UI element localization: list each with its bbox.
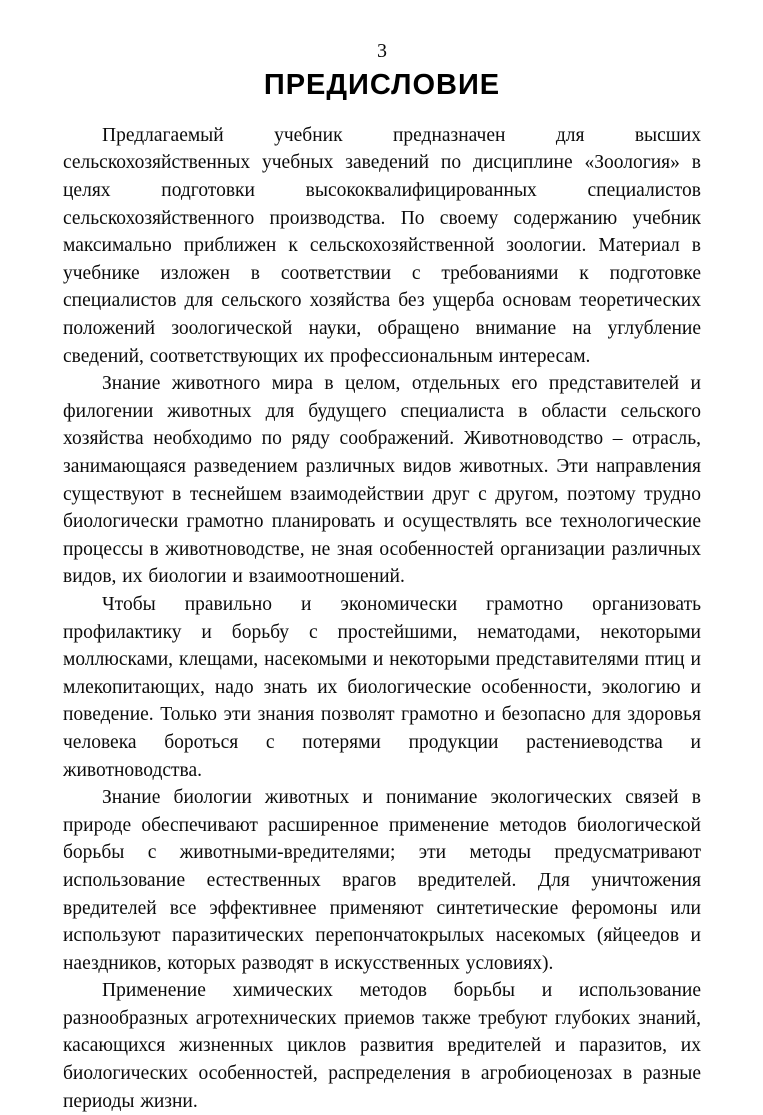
- paragraph-3: Чтобы правильно и экономически грамотно организовать профилактику и борьбу с простейшими, нематодами, некоторыми моллюсками, клещами, насекомыми и некоторыми представителями птиц и млекопитающих, надо знать их биологические особенности, экологию и поведение. Только эти знания позволят грамотно и безопасно для здоровья человека бороться с потерями продукции растениеводства и животноводства.: [63, 593, 701, 781]
- paragraph-4: Знание биологии животных и понимание экологических связей в природе обеспечивают расширенное применение методов биологической борьбы с животными-вредителями; эти методы предусматривают использование естественных врагов вредителей. Для уничтожения вредителей все эффективнее применяют синтетические феромоны или используют паразитических перепончатокрылых насекомых (яйцеедов и наездников, которых разводят в искусственных условиях).: [63, 787, 701, 974]
- body-text: [63, 122, 701, 1115]
- page-title: ПРЕДИСЛОВИЕ: [263, 69, 501, 101]
- paragraph-1: Предлагаемый учебник предназначен для высших сельскохозяйственных учебных заведений по дисциплине «Зоология» в целях подготовки высококвалифицированных специалистов сельскохозяйственного производства. По своему содержанию учебник максимально приближен к сельскохозяйственной зоологии. Материал в учебнике изложен в соответствии с требованиями к подготовке специалистов для сельского хозяйства без ущерба основам теоретических положений зоологической науки, обращено внимание на углубление сведений, соответствующих их профессиональным интересам.: [63, 124, 701, 367]
- paragraph-5: Применение химических методов борьбы и использование разнообразных агротехнических приемов также требуют глубоких знаний, касающихся жизненных циклов развития вредителей и паразитов, их биологических особенностей, распределения в агробиоценозах в разные периоды жизни.: [63, 980, 701, 1112]
- paragraph-2: Знание животного мира в целом, отдельных его представителей и филогении животных для будущего специалиста в области сельского хозяйства необходимо по ряду соображений. Животноводство – отрасль, занимающаяся разведением различных видов животных. Эти направления существуют в теснейшем взаимодействии друг с другом, поэтому трудно биологически грамотно планировать и осуществлять все технологические процессы в животноводстве, не зная особенностей организации различных видов, их биологии и взаимоотношений.: [63, 373, 701, 588]
- page-number: 3: [377, 40, 387, 62]
